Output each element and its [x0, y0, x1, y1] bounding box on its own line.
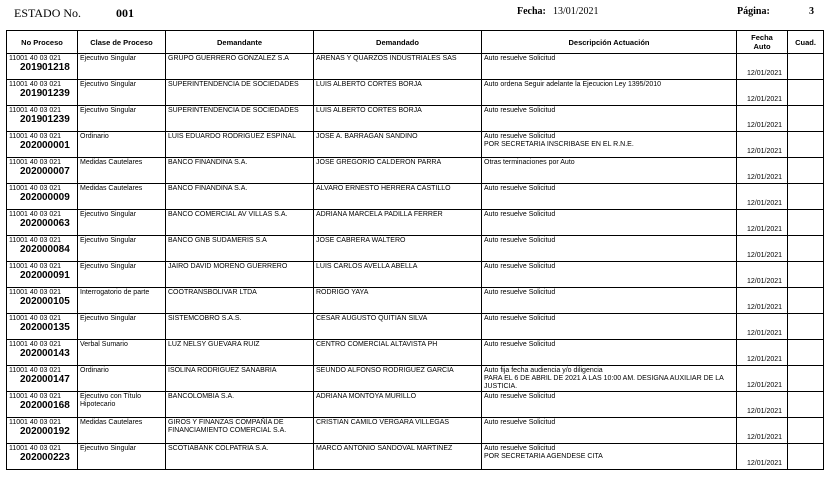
fecha-cell — [737, 288, 788, 314]
demandado-text: LUIS ALBERTO CORTES BORJA — [316, 81, 422, 88]
demandante-text: BANCOLOMBIA S.A. — [168, 393, 235, 400]
table-row — [7, 236, 824, 262]
table-row — [7, 288, 824, 314]
col-fecha-auto — [737, 31, 788, 54]
fecha-text: 12/01/2021 — [747, 148, 783, 155]
descripcion-cell — [482, 314, 737, 340]
table-header-row — [7, 31, 824, 54]
fecha-cell — [737, 132, 788, 158]
demandado-text: LUIS CARLOS AVELLA ABELLA — [316, 263, 418, 270]
fecha-cell — [737, 54, 788, 80]
process-year: 2020 — [20, 140, 43, 151]
process-prefix: 11001 40 03 021 — [9, 55, 62, 62]
demandante-cell — [166, 262, 314, 288]
demandado-cell — [314, 80, 482, 106]
demandante-cell — [166, 184, 314, 210]
clase-text: Ejecutivo Singular — [80, 445, 137, 452]
process-number: 00001 — [42, 140, 70, 151]
no-proceso-cell — [7, 366, 78, 392]
descripcion-cell — [482, 106, 737, 132]
clase-cell — [78, 132, 166, 158]
process-prefix: 11001 40 03 021 — [9, 445, 62, 452]
table-row — [7, 210, 824, 236]
demandante-cell — [166, 314, 314, 340]
demandado-cell — [314, 132, 482, 158]
demandado-cell — [314, 210, 482, 236]
demandante-text: LUIS EDUARDO RODRIGUEZ ESPINAL — [168, 133, 296, 140]
table-row — [7, 444, 824, 470]
process-year: 2020 — [20, 348, 43, 359]
demandante-cell — [166, 210, 314, 236]
demandante-cell — [166, 288, 314, 314]
demandante-text: JAIRO DAVID MORENO GUERRERO — [168, 263, 288, 270]
descripcion-text: Auto resuelve Solicitud — [484, 237, 556, 244]
cuad-cell — [788, 54, 824, 80]
cuad-cell — [788, 418, 824, 444]
process-prefix: 11001 40 03 021 — [9, 185, 62, 192]
process-year: 2020 — [20, 166, 43, 177]
process-year: 2019 — [20, 88, 43, 99]
fecha-cell — [737, 418, 788, 444]
descripcion-text: Auto resuelve Solicitud — [484, 211, 556, 218]
descripcion-cell — [482, 80, 737, 106]
demandado-cell — [314, 288, 482, 314]
fecha-cell — [737, 262, 788, 288]
cuad-text — [788, 184, 823, 185]
process-number: 00143 — [42, 348, 70, 359]
fecha-text: 12/01/2021 — [747, 252, 783, 259]
cuad-cell — [788, 340, 824, 366]
process-year: 2020 — [20, 322, 43, 333]
demandado-cell — [314, 418, 482, 444]
estado-table — [6, 30, 824, 470]
process-number: 00135 — [42, 322, 70, 333]
process-prefix: 11001 40 03 021 — [9, 211, 62, 218]
demandado-text: ADRIANA MONTOYA MURILLO — [316, 393, 417, 400]
fecha-text: 12/01/2021 — [747, 200, 783, 207]
clase-text: Medidas Cautelares — [80, 419, 143, 426]
demandante-cell — [166, 54, 314, 80]
demandante-cell — [166, 132, 314, 158]
table-row — [7, 262, 824, 288]
process-prefix: 11001 40 03 021 — [9, 419, 62, 426]
descripcion-text: Auto resuelve Solicitud — [484, 107, 556, 114]
clase-text: Ordinario — [80, 367, 109, 374]
cuad-text — [788, 236, 823, 237]
fecha-text: 12/01/2021 — [747, 460, 783, 467]
table-row — [7, 340, 824, 366]
process-prefix: 11001 40 03 021 — [9, 263, 62, 270]
no-proceso-cell — [7, 80, 78, 106]
demandado-text: ARENAS Y QUARZOS INDUSTRIALES SAS — [316, 55, 457, 62]
clase-cell — [78, 184, 166, 210]
demandado-cell — [314, 444, 482, 470]
clase-cell — [78, 340, 166, 366]
process-number: 01239 — [42, 88, 70, 99]
process-year: 2020 — [20, 400, 43, 411]
fecha-text: 12/01/2021 — [747, 278, 783, 285]
descripcion-text: Auto resuelve Solicitud — [484, 289, 556, 296]
descripcion-text: Auto resuelve Solicitud — [484, 185, 556, 192]
fecha-text: 12/01/2021 — [747, 330, 783, 337]
no-proceso-cell — [7, 106, 78, 132]
descripcion-text: Auto resuelve Solicitud — [484, 341, 556, 348]
clase-text: Ejecutivo Singular — [80, 211, 137, 218]
clase-text: Ordinario — [80, 133, 109, 140]
demandante-cell — [166, 392, 314, 418]
clase-cell — [78, 366, 166, 392]
cuad-cell — [788, 236, 824, 262]
cuad-cell — [788, 158, 824, 184]
demandado-cell — [314, 236, 482, 262]
descripcion-cell — [482, 392, 737, 418]
process-year: 2020 — [20, 244, 43, 255]
table-row — [7, 392, 824, 418]
fecha-cell — [737, 158, 788, 184]
estado-number: 001 — [116, 6, 134, 20]
cuad-cell — [788, 314, 824, 340]
fecha-cell — [737, 340, 788, 366]
clase-text: Ejecutivo Singular — [80, 263, 137, 270]
descripcion-text: Auto resuelve Solicitud — [484, 393, 556, 400]
demandado-text: CRISTIAN CAMILO VERGARA VILLEGAS — [316, 419, 450, 426]
cuad-cell — [788, 132, 824, 158]
demandante-text: LUZ NELSY GUEVARA RUIZ — [168, 341, 260, 348]
descripcion-text: Auto resuelve Solicitud — [484, 55, 556, 62]
demandado-cell — [314, 262, 482, 288]
demandado-text: CESAR AUGUSTO QUITIAN SILVA — [316, 315, 428, 322]
process-number: 01239 — [42, 114, 70, 125]
process-number: 00147 — [42, 374, 70, 385]
demandado-cell — [314, 106, 482, 132]
process-number: 00091 — [42, 270, 70, 281]
fecha-text: 12/01/2021 — [747, 226, 783, 233]
demandante-text: SCOTIABANK COLPATRIA S.A. — [168, 445, 269, 452]
process-prefix: 11001 40 03 021 — [9, 81, 62, 88]
process-number: 00009 — [42, 192, 70, 203]
clase-cell — [78, 236, 166, 262]
demandado-text: MARCO ANTONIO SANDOVAL MARTINEZ — [316, 445, 453, 452]
process-number: 00192 — [42, 426, 70, 437]
process-prefix: 11001 40 03 021 — [9, 289, 62, 296]
descripcion-text: Auto resuelve Solicitud — [484, 419, 556, 426]
no-proceso-cell — [7, 210, 78, 236]
table-row — [7, 158, 824, 184]
fecha-cell — [737, 444, 788, 470]
table-row — [7, 184, 824, 210]
fecha-text: 12/01/2021 — [747, 408, 783, 415]
process-number: 00084 — [42, 244, 70, 255]
cuad-cell — [788, 392, 824, 418]
clase-cell — [78, 392, 166, 418]
cuad-cell — [788, 288, 824, 314]
table-row — [7, 366, 824, 392]
col-clase-proceso: Clase de Proceso — [78, 31, 166, 54]
demandante-text: GRUPO GUERRERO GONZALEZ S.A — [168, 55, 289, 62]
no-proceso-cell — [7, 184, 78, 210]
process-number: 00105 — [42, 296, 70, 307]
cuad-text — [788, 418, 823, 419]
cuad-cell — [788, 80, 824, 106]
descripcion-cell — [482, 132, 737, 158]
fecha-cell — [737, 314, 788, 340]
table-row — [7, 314, 824, 340]
cuad-text — [788, 444, 823, 445]
no-proceso-cell — [7, 262, 78, 288]
fecha-text: 12/01/2021 — [747, 122, 783, 129]
cuad-cell — [788, 106, 824, 132]
process-year: 2020 — [20, 426, 43, 437]
process-prefix: 11001 40 03 021 — [9, 341, 62, 348]
clase-cell — [78, 418, 166, 444]
cuad-cell — [788, 444, 824, 470]
demandante-text: GIROS Y FINANZAS COMPAÑÍA DE FINANCIAMIENTO COMERCIAL S.A. — [168, 419, 287, 434]
fecha-text: 12/01/2021 — [747, 356, 783, 363]
descripcion-cell — [482, 236, 737, 262]
col-no-proceso: No Proceso — [7, 31, 78, 54]
demandado-cell — [314, 158, 482, 184]
demandante-text: SUPERINTENDENCIA DE SOCIEDADES — [168, 107, 299, 114]
process-prefix: 11001 40 03 021 — [9, 367, 62, 374]
demandante-cell — [166, 366, 314, 392]
demandado-cell — [314, 340, 482, 366]
col-fecha-line1: Fecha — [751, 33, 773, 42]
demandado-cell — [314, 314, 482, 340]
process-number: 00063 — [42, 218, 70, 229]
no-proceso-cell — [7, 54, 78, 80]
fecha-cell — [737, 236, 788, 262]
clase-cell — [78, 158, 166, 184]
descripcion-text: Otras terminaciones por Auto — [484, 159, 575, 166]
fecha-text: 12/01/2021 — [747, 174, 783, 181]
estado-label: ESTADO No. — [14, 6, 82, 20]
process-number: 00168 — [42, 400, 70, 411]
process-prefix: 11001 40 03 021 — [9, 315, 62, 322]
descripcion-text: Auto resuelve Solicitud POR SECRETARIA AGENDESE CITA — [484, 445, 603, 460]
clase-text: Ejecutivo Singular — [80, 315, 137, 322]
demandado-cell — [314, 392, 482, 418]
table-row — [7, 132, 824, 158]
cuad-text — [788, 132, 823, 133]
process-prefix: 11001 40 03 021 — [9, 133, 62, 140]
demandado-cell — [314, 366, 482, 392]
col-descripcion: Descripción Actuación — [482, 31, 737, 54]
demandado-text: JOSE GREGORIO CALDERON PARRA — [316, 159, 442, 166]
no-proceso-cell — [7, 158, 78, 184]
clase-text: Interrogatorio de parte — [80, 289, 150, 296]
table-row — [7, 106, 824, 132]
descripcion-cell — [482, 184, 737, 210]
demandante-cell — [166, 80, 314, 106]
clase-cell — [78, 80, 166, 106]
process-number: 00007 — [42, 166, 70, 177]
process-year: 2019 — [20, 114, 43, 125]
demandado-cell — [314, 184, 482, 210]
cuad-text — [788, 340, 823, 341]
process-year: 2020 — [20, 374, 43, 385]
demandado-text: ADRIANA MARCELA PADILLA FERRER — [316, 211, 443, 218]
process-year: 2020 — [20, 452, 43, 463]
demandante-cell — [166, 418, 314, 444]
pagina-label: Página: — [737, 6, 770, 17]
descripcion-text: Auto fija fecha audiencia y/o diligencia PARA EL 6 DE ABRIL DE 2021 A LAS 10:00 AM. DESIGNA AUXILIAR DE LA JUSTICIA. — [484, 367, 724, 390]
clase-cell — [78, 314, 166, 340]
cuad-cell — [788, 366, 824, 392]
col-fecha-line2: Auto — [753, 42, 771, 51]
demandante-text: BANCO COMERCIAL AV VILLAS S.A. — [168, 211, 288, 218]
fecha-cell — [737, 106, 788, 132]
clase-cell — [78, 444, 166, 470]
clase-cell — [78, 106, 166, 132]
cuad-cell — [788, 184, 824, 210]
demandante-text: BANCO GNB SUDAMERIS S.A — [168, 237, 267, 244]
clase-cell — [78, 210, 166, 236]
descripcion-text: Auto resuelve Solicitud — [484, 263, 556, 270]
clase-text: Ejecutivo Singular — [80, 107, 137, 114]
table-row — [7, 418, 824, 444]
fecha-text: 12/01/2021 — [747, 70, 783, 77]
fecha-text: 12/01/2021 — [747, 382, 783, 389]
descripcion-text: Auto resuelve Solicitud POR SECRETARIA INSCRIBASE EN EL R.N.E. — [484, 133, 634, 148]
cuad-text — [788, 54, 823, 55]
demandado-text: ALVARO ERNESTO HERRERA CASTILLO — [316, 185, 451, 192]
no-proceso-cell — [7, 236, 78, 262]
descripcion-cell — [482, 444, 737, 470]
fecha-cell — [737, 210, 788, 236]
process-prefix: 11001 40 03 021 — [9, 107, 62, 114]
demandado-text: SEUNDO ALFONSO RODRIGUEZ GARCIA — [316, 367, 454, 374]
fecha-label: Fecha: — [517, 6, 546, 17]
report-header — [0, 0, 830, 26]
process-number: 00223 — [42, 452, 70, 463]
clase-text: Medidas Cautelares — [80, 159, 143, 166]
process-year: 2019 — [20, 62, 43, 73]
cuad-text — [788, 158, 823, 159]
cuad-text — [788, 210, 823, 211]
demandante-text: SUPERINTENDENCIA DE SOCIEDADES — [168, 81, 299, 88]
table-row — [7, 54, 824, 80]
demandante-cell — [166, 236, 314, 262]
demandante-text: COOTRANSBOLIVAR LTDA — [168, 289, 257, 296]
descripcion-cell — [482, 158, 737, 184]
descripcion-text: Auto ordena Seguir adelante la Ejecucion Ley 1395/2010 — [484, 81, 662, 88]
clase-text: Ejecutivo con Título Hipotecario — [80, 393, 141, 408]
clase-text: Ejecutivo Singular — [80, 55, 137, 62]
demandante-cell — [166, 444, 314, 470]
no-proceso-cell — [7, 444, 78, 470]
descripcion-cell — [482, 54, 737, 80]
descripcion-text: Auto resuelve Solicitud — [484, 315, 556, 322]
demandante-cell — [166, 158, 314, 184]
demandante-text: SISTEMCOBRO S.A.S. — [168, 315, 242, 322]
fecha-text: 12/01/2021 — [747, 304, 783, 311]
table-body — [7, 54, 824, 470]
process-prefix: 11001 40 03 021 — [9, 237, 62, 244]
demandado-text: CENTRO COMERCIAL ALTAVISTA PH — [316, 341, 438, 348]
cuad-text — [788, 366, 823, 367]
process-number: 01218 — [42, 62, 70, 73]
descripcion-cell — [482, 366, 737, 392]
cuad-cell — [788, 210, 824, 236]
clase-cell — [78, 262, 166, 288]
process-prefix: 11001 40 03 021 — [9, 159, 62, 166]
no-proceso-cell — [7, 418, 78, 444]
fecha-cell — [737, 184, 788, 210]
demandado-text: LUIS ALBERTO CORTES BORJA — [316, 107, 422, 114]
pagina-value: 3 — [809, 6, 814, 17]
table-row — [7, 80, 824, 106]
no-proceso-cell — [7, 340, 78, 366]
no-proceso-cell — [7, 288, 78, 314]
demandado-text: JOSE A. BARRAGAN SANDINO — [316, 133, 418, 140]
descripcion-cell — [482, 418, 737, 444]
process-prefix: 11001 40 03 021 — [9, 393, 62, 400]
descripcion-cell — [482, 340, 737, 366]
demandado-text: JOSE CABRERA WALTERO — [316, 237, 406, 244]
process-year: 2020 — [20, 296, 43, 307]
clase-text: Ejecutivo Singular — [80, 237, 137, 244]
cuad-text — [788, 80, 823, 81]
col-demandado: Demandado — [314, 31, 482, 54]
fecha-cell — [737, 366, 788, 392]
col-demandante: Demandante — [166, 31, 314, 54]
cuad-text — [788, 106, 823, 107]
demandante-text: ISOLINA RODRIGUEZ SANABRIA — [168, 367, 277, 374]
clase-cell — [78, 288, 166, 314]
process-year: 2020 — [20, 270, 43, 281]
clase-text: Verbal Sumario — [80, 341, 128, 348]
fecha-cell — [737, 392, 788, 418]
demandante-text: BANCO FINANDINA S.A. — [168, 185, 248, 192]
demandado-text: RODRIGO YAYA — [316, 289, 369, 296]
demandante-cell — [166, 106, 314, 132]
cuad-text — [788, 262, 823, 263]
demandante-cell — [166, 340, 314, 366]
descripcion-cell — [482, 210, 737, 236]
fecha-value: 13/01/2021 — [553, 6, 599, 17]
process-year: 2020 — [20, 218, 43, 229]
no-proceso-cell — [7, 392, 78, 418]
clase-cell — [78, 54, 166, 80]
fecha-text: 12/01/2021 — [747, 434, 783, 441]
descripcion-cell — [482, 288, 737, 314]
descripcion-cell — [482, 262, 737, 288]
no-proceso-cell — [7, 132, 78, 158]
cuad-text — [788, 288, 823, 289]
fecha-text: 12/01/2021 — [747, 96, 783, 103]
clase-text: Ejecutivo Singular — [80, 81, 137, 88]
demandante-text: BANCO FINANDINA S.A. — [168, 159, 248, 166]
process-year: 2020 — [20, 192, 43, 203]
clase-text: Medidas Cautelares — [80, 185, 143, 192]
cuad-cell — [788, 262, 824, 288]
cuad-text — [788, 314, 823, 315]
no-proceso-cell — [7, 314, 78, 340]
demandado-cell — [314, 54, 482, 80]
col-cuad: Cuad. — [788, 31, 824, 54]
cuad-text — [788, 392, 823, 393]
fecha-cell — [737, 80, 788, 106]
